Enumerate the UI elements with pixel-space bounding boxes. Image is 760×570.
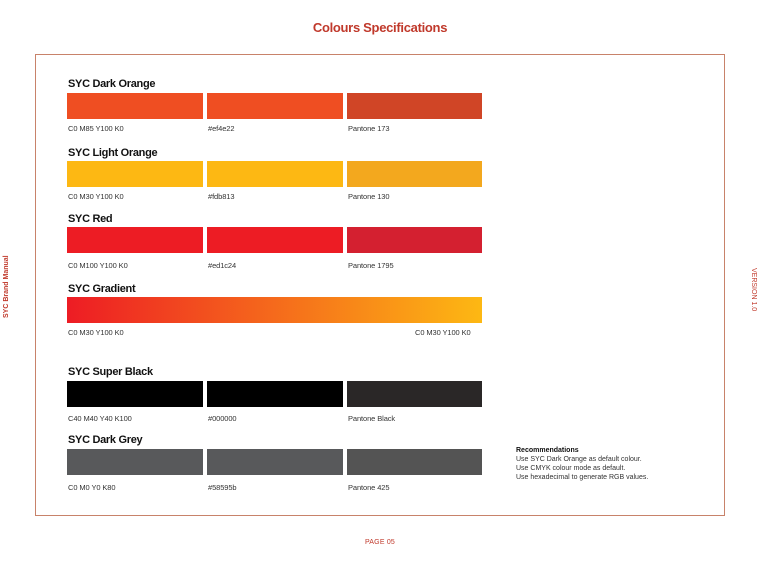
side-label-right (747, 268, 759, 312)
recommendation-line: Use hexadecimal to generate RGB values. (516, 474, 649, 481)
swatch-dark-grey-hex (207, 449, 343, 475)
code-super-black-pantone: Pantone Black (348, 414, 396, 423)
swatch-dark-grey-pantone (347, 449, 482, 475)
swatch-super-black-hex (207, 381, 343, 407)
group-title-gradient: SYC Gradient (68, 283, 136, 295)
code-dark-orange-cmyk: C0 M85 Y100 K0 (68, 124, 124, 133)
code-dark-grey-hex: #58595b (208, 483, 237, 492)
code-gradient-right: C0 M30 Y100 K0 (415, 328, 471, 337)
code-dark-grey-cmyk: C0 M0 Y0 K80 (68, 483, 116, 492)
side-label-left (3, 248, 15, 318)
code-light-orange-pantone: Pantone 130 (348, 192, 390, 201)
code-red-pantone: Pantone 1795 (348, 261, 394, 270)
swatch-super-black-pantone (347, 381, 482, 407)
version-label: VERSION 1.0 (750, 268, 757, 312)
swatch-red-pantone (347, 227, 482, 253)
code-light-orange-cmyk: C0 M30 Y100 K0 (68, 192, 124, 201)
swatch-light-orange-cmyk (67, 161, 203, 187)
code-red-hex: #ed1c24 (208, 261, 237, 270)
group-title-light-orange: SYC Light Orange (68, 147, 158, 159)
recommendation-line: Use CMYK colour mode as default. (516, 465, 626, 472)
recommendations-title: Recommendations (516, 447, 579, 454)
code-super-black-cmyk: C40 M40 Y40 K100 (68, 414, 132, 423)
code-red-cmyk: C0 M100 Y100 K0 (68, 261, 128, 270)
group-title-super-black: SYC Super Black (68, 366, 153, 378)
swatch-gradient (67, 297, 482, 323)
recommendation-line: Use SYC Dark Orange as default colour. (516, 456, 642, 463)
swatch-light-orange-pantone (347, 161, 482, 187)
code-super-black-hex: #000000 (208, 414, 237, 423)
swatch-super-black-cmyk (67, 381, 203, 407)
group-title-red: SYC Red (68, 213, 113, 225)
code-dark-grey-pantone: Pantone 425 (348, 483, 390, 492)
swatch-dark-orange-cmyk (67, 93, 203, 119)
swatch-red-cmyk (67, 227, 203, 253)
swatch-dark-grey-cmyk (67, 449, 203, 475)
swatch-dark-orange-hex (207, 93, 343, 119)
code-gradient-left: C0 M30 Y100 K0 (68, 328, 124, 337)
code-light-orange-hex: #fdb813 (208, 192, 235, 201)
brand-manual-label: SYC Brand Manual (3, 255, 10, 318)
swatch-light-orange-hex (207, 161, 343, 187)
group-title-dark-orange: SYC Dark Orange (68, 78, 156, 90)
swatch-red-hex (207, 227, 343, 253)
group-title-dark-grey: SYC Dark Grey (68, 434, 143, 446)
code-dark-orange-hex: #ef4e22 (208, 124, 235, 133)
code-dark-orange-pantone: Pantone 173 (348, 124, 390, 133)
swatch-dark-orange-pantone (347, 93, 482, 119)
page-title: Colours Specifications (312, 20, 448, 35)
recommendations (516, 446, 716, 482)
page-number: PAGE 05 (364, 539, 396, 546)
